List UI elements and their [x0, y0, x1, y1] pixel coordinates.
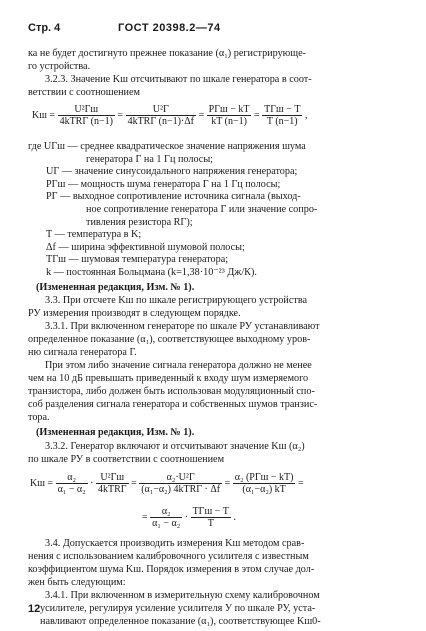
definition-line: UГ — значение синусоидального напряжения генератора;: [46, 166, 298, 178]
definition-line: T — температура в K;: [46, 229, 142, 241]
definition-line: PГш — мощность шума генератора Г на 1 Гц полосы;: [46, 178, 281, 190]
text-line: соб разделения сигнала генератора и собственных шумов транзис-: [28, 399, 318, 410]
definition-line: тивления резистора RГ);: [86, 216, 193, 228]
text-line: транзистора, либо должен быть использован модуляционный спо-: [28, 386, 315, 397]
page-header: [28, 22, 398, 38]
text-line: ветствии с соотношением: [28, 87, 140, 98]
equation-2: Kш = $\frac{\text{α₂}}{\text{α₁ − α₂}}$ · $\frac{\text{U²Гш}}{\text{4kTRГ}}$ = $\frac{\text{α₂·U²Г}}{\text{(α₁−α₂) 4kTRГ · Δf}}$ = $\frac{\text{α₂ (PГш − kT)}}{\text{(α₁−α₂) kT}}$ =: [30, 472, 304, 495]
text-line: 3.3.2. Генератор включают и отсчитывают значение Kш (α₂): [45, 441, 305, 452]
standard-code: ГОСТ 20398.2—74: [118, 22, 221, 34]
fraction: $\frac{\text{α₂·U²Г}}{\text{(α₁−α₂) 4kTRГ · Δf}}$: [141, 472, 221, 495]
definition-line: где UГш — среднее квадратическое значение напряжения шума: [28, 141, 306, 152]
text-line: 3.4.1. При включенном в измерительную схему калибровочном: [45, 590, 320, 601]
text-line: РУ измерения производят в следующем порядке.: [28, 308, 241, 319]
text-line: ню сигнала генератора Г.: [28, 347, 137, 358]
definition-line: Δf — ширина эффективной шумовой полосы;: [46, 241, 245, 253]
edit-note: (Измененная редакция, Изм. № 1).: [36, 427, 195, 438]
text-line: ка не будет достигнуто прежнее показание (α₁) регистрирующе-: [28, 48, 307, 59]
eq-lhs: Kш =: [32, 109, 56, 121]
text-line: жен быть следующим:: [28, 577, 126, 588]
text-line: 3.4. Допускается производить измерения Kш методом срав-: [45, 538, 305, 549]
page-number: 12: [28, 603, 41, 615]
page-label: Стр. 4: [28, 22, 61, 34]
definition-line: генератора Г на 1 Гц полосы;: [86, 153, 213, 165]
fraction: $\frac{\text{TГш − T}}{T}$: [192, 506, 229, 529]
fraction: $\frac{\text{α₂}}{\text{α₁ − α₂}}$: [152, 506, 181, 529]
fraction: $\frac{\text{U²Гш}}{\text{4kTRГ (n−1)}}$: [59, 104, 113, 127]
edit-note: (Измененная редакция, Изм. № 1).: [36, 282, 195, 293]
text-line: по шкале РУ в соответствии с соотношением: [28, 454, 225, 465]
text-line: усилителе, регулируя усиление усилителя У по шкале РУ, уста-: [40, 603, 316, 614]
text-line: 3.3.1. При включенном генераторе по шкале РУ устанавливают: [45, 321, 320, 332]
fraction: $\frac{\text{TГш − T}}{T (n-1)}$: [264, 104, 301, 127]
text-line: 3.3. При отсчете Kш по шкале регистрирующего устройства: [45, 295, 308, 306]
text-line: нения с использованием калибровочного усилителя с известным: [28, 551, 309, 562]
text-line: При этом либо значение сигнала генератора должно не менее: [45, 360, 312, 371]
text-line: 3.2.3. Значение Kш отсчитывают по шкале генератора в соот-: [45, 74, 312, 85]
fraction: $\frac{\text{α₂ (PГш − kT)}}{\text{(α₁−α₂) kT}}$: [234, 472, 294, 495]
fraction: $\frac{\text{U²Г}}{\text{4kTRГ (n−1)·Δf}}$: [127, 104, 195, 127]
definition-line: ное сопротивление генератора Г или значение сопро-: [86, 203, 318, 215]
fraction: $\frac{\text{U²Гш}}{\text{4kTRГ}}$: [98, 472, 127, 495]
text-line: навливают определенное показание (α₁), соответствующее Kш0-: [40, 616, 321, 627]
definitions-list: [28, 141, 317, 280]
text-line: чем на 10 дБ превышать приведенный к входу шум измеряемого: [28, 373, 309, 384]
fraction: $\frac{\text{PГш − kT}}{kT (n-1)}$: [208, 104, 250, 127]
text-line: тора.: [28, 412, 50, 423]
definition-line: k — постоянная Больцмана (k=1,38·10⁻²³ Дж/К).: [46, 266, 257, 278]
definition-line: PГ — выходное сопротивление источника сигнала (выход-: [46, 191, 301, 203]
text-line: коэффициентом шума Kш. Порядок измерения в этом случае дол-: [28, 564, 315, 575]
definition-line: TГш — шумовая температура генератора;: [46, 254, 229, 266]
text-line: определенное показание (α₁), соответствующее выходному уров-: [28, 334, 311, 345]
equation-2-continuation: = $\frac{\text{α₂}}{\text{α₁ − α₂}}$ · $\frac{\text{TГш − T}}{T}$ .: [142, 506, 236, 529]
text-line: го устройства.: [28, 61, 91, 72]
fraction: $\frac{\text{α₂}}{\text{α₁ − α₂}}$: [57, 472, 86, 495]
equation-1: Kш = $\frac{\text{U²Гш}}{\text{4kTRГ (n−1)}}$ = $\frac{\text{U²Г}}{\text{4kTRГ (n−1)·Δf}}$ = $\frac{\text{PГш − kT}}{kT (n-1)}$ = $\frac{\text{TГш − T}}{T (n-1)}$ ,: [32, 104, 308, 127]
